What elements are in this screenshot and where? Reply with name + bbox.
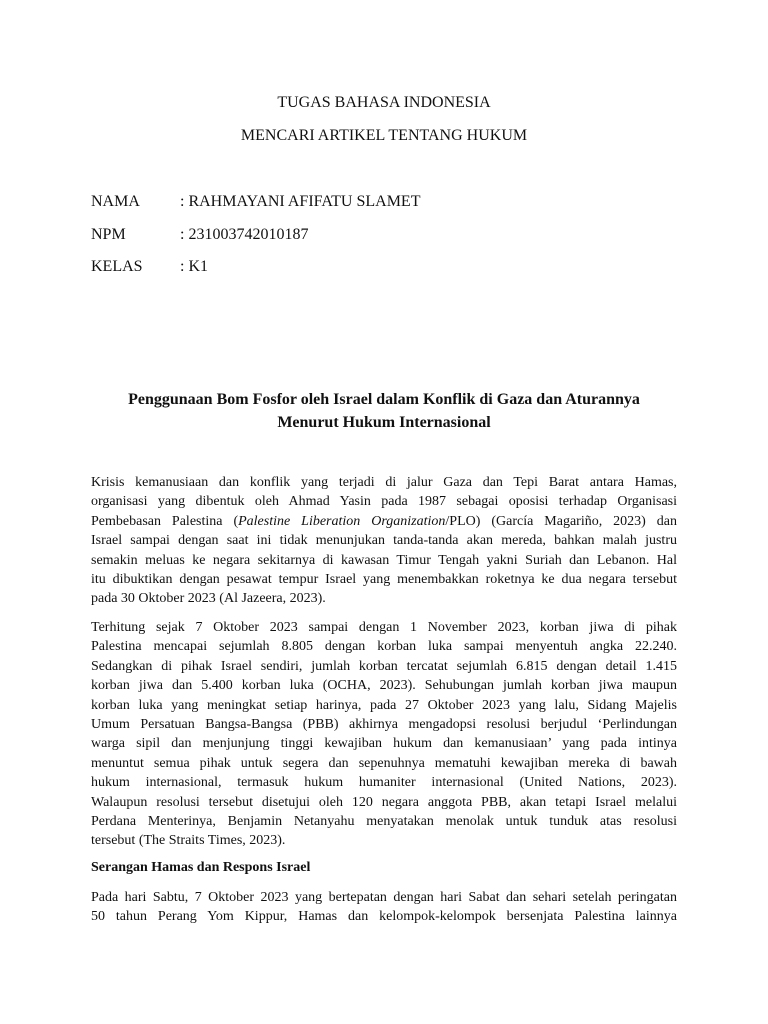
section-heading: Serangan Hamas dan Respons Israel <box>91 860 311 875</box>
paragraph-line: korban jiwa dan 5.400 korban luka (OCHA, 2023). Sehubungan jumlah korban jiwa maupun <box>91 678 677 694</box>
paragraph-line: tersebut (The Straits Times, 2023). <box>91 833 286 849</box>
article-title-line: Penggunaan Bom Fosfor oleh Israel dalam Konflik di Gaza dan Aturannya <box>128 391 640 408</box>
paragraph-line: Perdana Menterinya, Benjamin Netanyahu menyatakan menolak untuk tunduk atas resolusi <box>91 813 677 829</box>
text-run: Pembebasan Palestina ( <box>91 513 239 529</box>
assignment-subtitle: MENCARI ARTIKEL TENTANG HUKUM <box>240 127 528 144</box>
paragraph-line: Pada hari Sabtu, 7 Oktober 2023 yang bertepatan dengan hari Sabat dan sehari setelah peringatan <box>91 890 677 905</box>
paragraph-line: organisasi yang dibentuk oleh Ahmad Yasin pada 1987 sebagai oposisi terhadap Organisasi <box>91 494 677 510</box>
kelas-label: KELAS <box>91 258 143 275</box>
paragraph-line: warga sipil dan menjunjung tinggi kewajiban hukum dan kemanusiaan’ yang pada intinya <box>91 736 677 752</box>
npm-value: : 231003742010187 <box>180 226 309 243</box>
paragraph-line: Sedangkan di pihak Israel sendiri, jumlah korban tercatat sejumlah 6.815 dengan detail 1.415 <box>91 658 677 674</box>
nama-value: : RAHMAYANI AFIFATU SLAMET <box>180 193 421 210</box>
paragraph-2 <box>91 618 677 851</box>
paragraph-line: Terhitung sejak 7 Oktober 2023 sampai dengan 1 November 2023, korban jiwa di pihak <box>91 620 677 635</box>
paragraph-line: semakin meluas ke negara sekitarnya di kawasan Timur Tengah yakni Suriah dan Lebanon. Hal <box>91 552 677 568</box>
article-title-line: Menurut Hukum Internasional <box>277 414 491 431</box>
npm-label: NPM <box>91 226 126 243</box>
paragraph-line: 50 tahun Perang Yom Kippur, Hamas dan kelompok-kelompok bersenjata Palestina lainnya <box>91 909 677 925</box>
paragraph-line: pada 30 Oktober 2023 (Al Jazeera, 2023). <box>91 591 326 607</box>
kelas-value: : K1 <box>180 258 208 275</box>
paragraph-1 <box>91 473 677 609</box>
paragraph-line: Umum Persatuan Bangsa-Bangsa (PBB) akhirnya mengadopsi resolusi berjudul ‘Perlindungan <box>91 716 677 732</box>
paragraph-3 <box>91 888 677 927</box>
paragraph-line: Palestina mencapai sejumlah 8.805 dengan korban luka sampai menyentuh angka 22.240. <box>91 639 677 655</box>
paragraph-line: korban luka yang meningkat setiap harinya, pada 27 Oktober 2023 yang lalu, Sidang Majelis <box>91 697 677 713</box>
italic-term: Palestine Liberation Organization <box>238 513 446 529</box>
paragraph-line: Krisis kemanusiaan dan konflik yang terjadi di jalur Gaza dan Tepi Barat antara Hamas, <box>91 475 677 490</box>
article-title <box>91 388 677 434</box>
paragraph-line: hukum internasional, termasuk hukum humaniter internasional (United Nations, 2023). <box>91 775 677 791</box>
assignment-title: TUGAS BAHASA INDONESIA <box>277 94 491 111</box>
paragraph-line: menuntut semua pihak untuk segera dan sepenuhnya mematuhi kewajiban mereka di bawah <box>91 755 677 771</box>
paragraph-line: Walaupun resolusi tersebut disetujui oleh 120 negara anggota PBB, akan tetapi Israel melalui <box>91 794 677 810</box>
paragraph-line: itu dibuktikan dengan pesawat tempur Israel yang menembakkan roketnya ke dua negara tersebut <box>91 571 677 587</box>
text-run: /PLO) (García Magariño, 2023) dan <box>445 513 678 529</box>
paragraph-line: Israel sampai dengan saat ini tidak menunjukan tanda-tanda akan mereda, bahkan malah justru <box>91 533 677 549</box>
nama-label: NAMA <box>91 193 140 210</box>
paragraph-line <box>91 512 677 531</box>
